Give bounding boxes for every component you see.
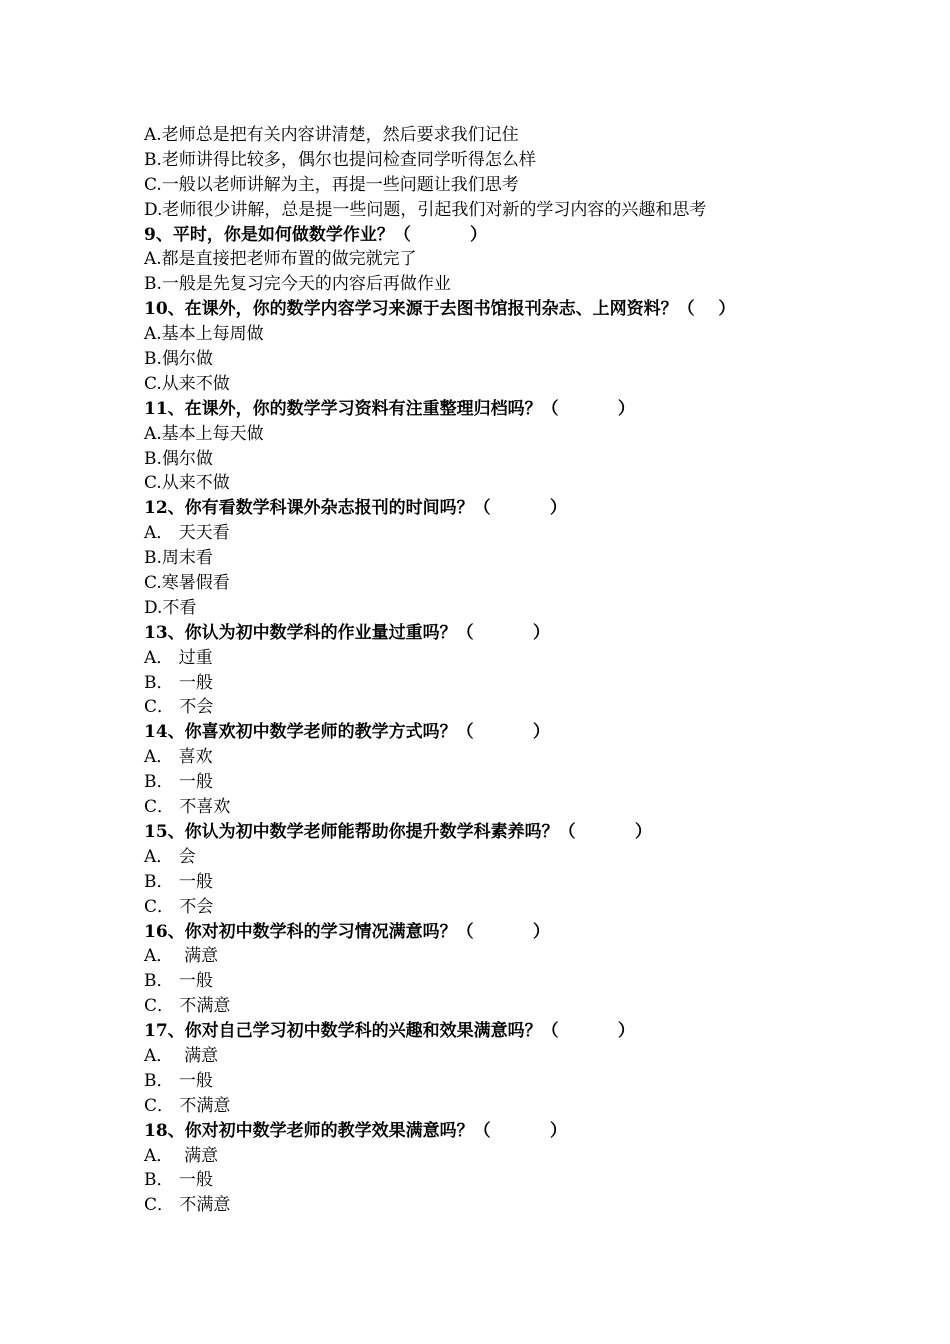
question-text: 15、你认为初中数学老师能帮助你提升数学科素养吗？（ ） xyxy=(144,821,652,842)
option-text: B． 一般 xyxy=(144,971,213,992)
option-text: A.老师总是把有关内容讲清楚，然后要求我们记住 xyxy=(144,125,519,145)
option-text: A． 满意 xyxy=(144,946,219,967)
option-text: A.都是直接把老师布置的做完就完了 xyxy=(144,249,417,270)
option-text: C.从来不做 xyxy=(144,373,230,394)
option-text: A.基本上每天做 xyxy=(144,423,264,444)
option-text: B.偶尔做 xyxy=(144,448,213,469)
option-text: B． 一般 xyxy=(144,1170,213,1191)
option-text: C.一般以老师讲解为主，再提一些问题让我们思考 xyxy=(144,174,519,195)
question-text: 9、平时，你是如何做数学作业？（ ） xyxy=(144,224,488,245)
option-text: C． 不满意 xyxy=(144,996,231,1017)
option-text: B． 一般 xyxy=(144,772,213,793)
questionnaire-page xyxy=(144,123,844,1218)
option-text: C． 不会 xyxy=(144,896,214,917)
option-text: A． 过重 xyxy=(144,647,213,668)
question-text: 17、你对自己学习初中数学科的兴趣和效果满意吗？（ ） xyxy=(144,1021,635,1042)
question-text: 16、你对初中数学科的学习情况满意吗？（ ） xyxy=(144,921,550,942)
question-text: 12、你有看数学科课外杂志报刊的时间吗？（ ） xyxy=(144,498,567,519)
option-text: A． 天天看 xyxy=(144,523,230,544)
question-text: 13、你认为初中数学科的作业量过重吗？（ ） xyxy=(144,622,550,643)
question-text: 14、你喜欢初中数学老师的教学方式吗？（ ） xyxy=(144,722,550,743)
option-text: A． 喜欢 xyxy=(144,747,213,768)
option-text: D.不看 xyxy=(144,597,197,618)
option-text: B.老师讲得比较多，偶尔也提问检查同学听得怎么样 xyxy=(144,149,536,170)
option-text: A． 会 xyxy=(144,846,196,867)
option-text: B.偶尔做 xyxy=(144,349,213,370)
option-text: A． 满意 xyxy=(144,1045,219,1066)
option-text: C． 不满意 xyxy=(144,1095,231,1116)
option-text: C． 不会 xyxy=(144,697,214,718)
option-text: B.周末看 xyxy=(144,548,213,569)
option-text: B． 一般 xyxy=(144,672,213,693)
option-text: C． 不喜欢 xyxy=(144,797,231,818)
question-text: 11、在课外，你的数学学习资料有注重整理归档吗？（ ） xyxy=(144,398,635,419)
option-text: C.寒暑假看 xyxy=(144,573,230,594)
option-text: A.基本上每周做 xyxy=(144,324,264,345)
option-text: C.从来不做 xyxy=(144,473,230,494)
option-text: B． 一般 xyxy=(144,1070,213,1091)
option-text: D.老师很少讲解，总是提一些问题，引起我们对新的学习内容的兴趣和思考 xyxy=(144,199,707,220)
option-text: B.一般是先复习完今天的内容后再做作业 xyxy=(144,274,451,295)
option-text: C． 不满意 xyxy=(144,1195,231,1216)
option-text: A． 满意 xyxy=(144,1145,219,1166)
option-text: B． 一般 xyxy=(144,871,213,892)
question-text: 18、你对初中数学老师的教学效果满意吗？（ ） xyxy=(144,1120,567,1141)
question-text: 10、在课外，你的数学内容学习来源于去图书馆报刊杂志、上网资料？（ ） xyxy=(144,299,736,320)
